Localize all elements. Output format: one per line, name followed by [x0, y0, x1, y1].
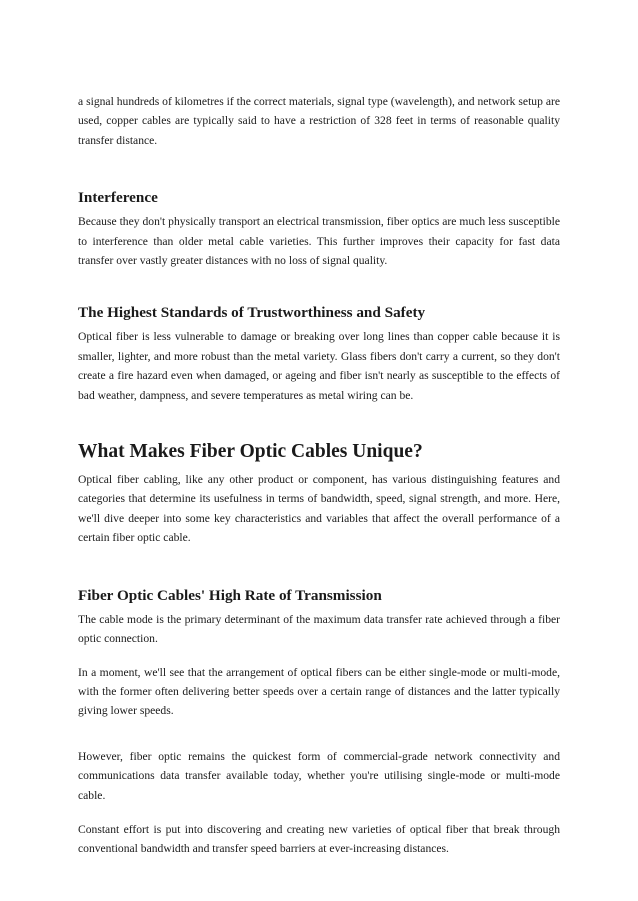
unique-heading: What Makes Fiber Optic Cables Unique? [78, 441, 423, 463]
standards-paragraph: Optical fiber is less vulnerable to damage or breaking over long lines than copper cable because it is smaller, lighter, and more robust than the metal variety. Glass fibers don't carry a current, so they don't create a fire hazard even when damaged, or ageing and fiber isn't nearly as susceptible to the effects of bad weather, dampness, and severe temperatures as metal wiring can be. [78, 330, 560, 402]
cable-mode-paragraph: The cable mode is the primary determinant of the maximum data transfer rate achieved through a fiber optic connection. [78, 612, 560, 646]
transmission-rate-section [78, 586, 560, 859]
unique-section [78, 440, 560, 548]
standards-heading: The Highest Standards of Trustworthiness and Safety [78, 304, 426, 322]
intro-paragraph: a signal hundreds of kilometres if the correct materials, signal type (wavelength), and network setup are used, copper cables are typically said to have a restriction of 328 feet in terms of reasonable quality transfer distance. [78, 95, 560, 147]
document-page [78, 92, 560, 859]
interference-section [78, 188, 560, 270]
single-multi-mode-paragraph: In a moment, we'll see that the arrangement of optical fibers can be either single-mode or multi-mode, with the former often delivering better speeds over a certain range of distances and the latter typically giving lower speeds. [78, 665, 560, 718]
constant-effort-paragraph: Constant effort is put into discovering and creating new varieties of optical fiber that break through conventional bandwidth and transfer speed barriers at ever-increasing distances. [78, 822, 560, 856]
interference-paragraph: Because they don't physically transport an electrical transmission, fiber optics are much less susceptible to interference than older metal cable varieties. This further improves their capacity for fast data transfer over vastly greater distances with no loss of signal quality. [78, 215, 560, 268]
standards-section [78, 303, 560, 405]
intro-section [78, 92, 560, 150]
transmission-rate-heading: Fiber Optic Cables' High Rate of Transmission [78, 586, 382, 604]
interference-heading: Interference [78, 189, 158, 207]
unique-paragraph: Optical fiber cabling, like any other product or component, has various distinguishing features and categories that determine its usefulness in terms of bandwidth, speed, signal strength, and more. Here, we'll dive deeper into some key characteristics and variables that affect the overall performance of a certain fiber optic cable. [78, 473, 560, 545]
quickest-form-paragraph: However, fiber optic remains the quickest form of commercial-grade network connectivity and communications data transfer available today, whether you're utilising single-mode or multi-mode cable. [78, 749, 560, 802]
